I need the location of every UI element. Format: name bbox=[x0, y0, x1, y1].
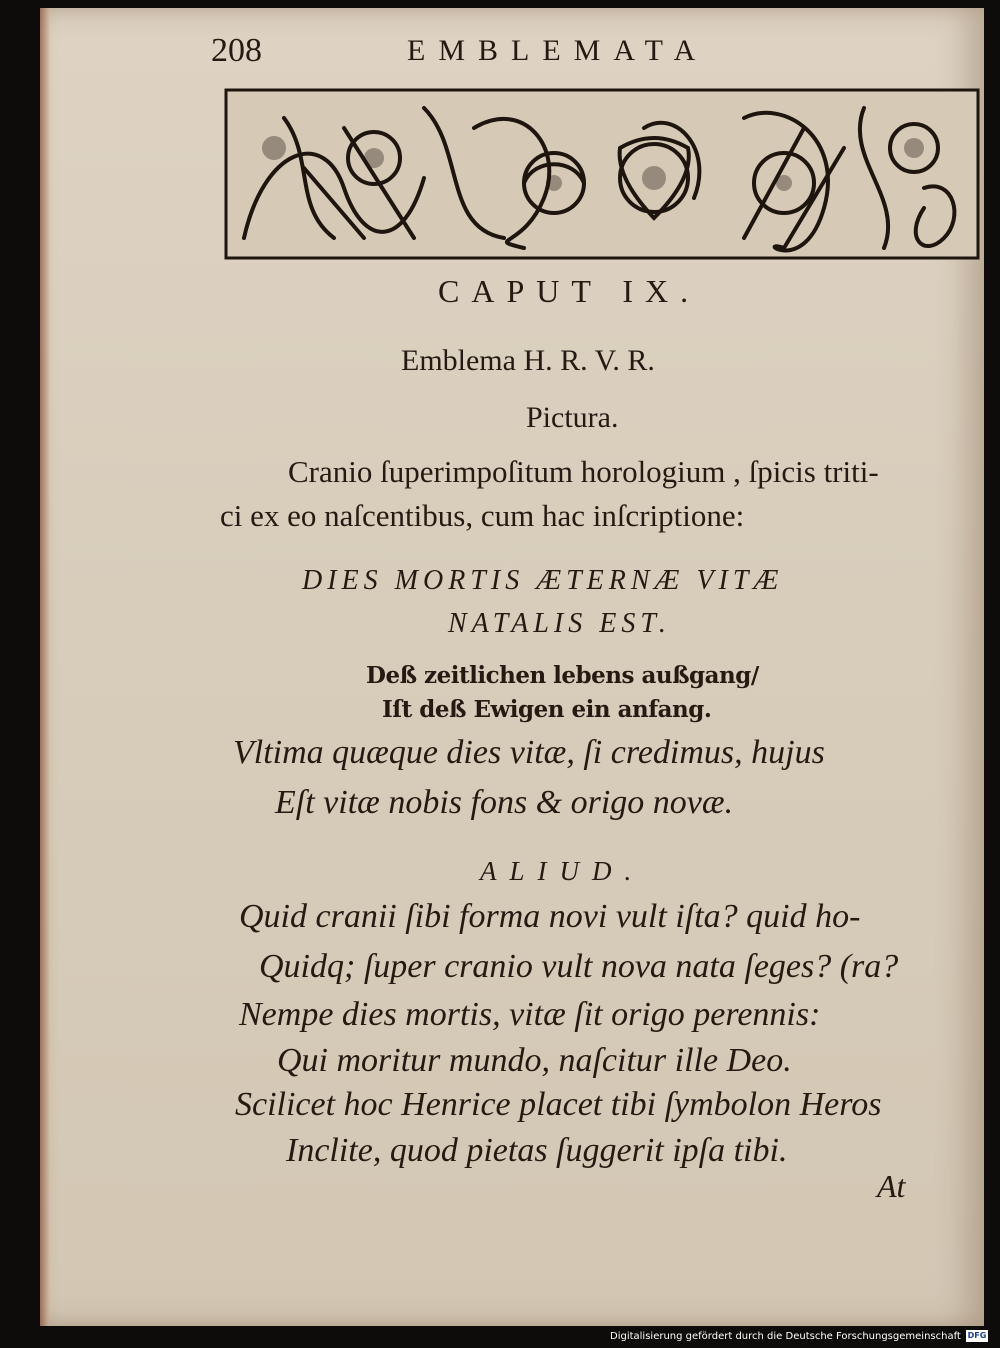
dfg-logo-icon: DFG bbox=[967, 1331, 987, 1340]
aliud-heading: ALIUD. bbox=[480, 856, 645, 886]
german-verse-line-1: Deß zeitlichen lebens außgang/ bbox=[366, 662, 759, 689]
poem-line-5: Scilicet hoc Henrice placet tibi ſymbolon Heros bbox=[235, 1086, 882, 1123]
motto-line-2: NATALIS EST. bbox=[448, 608, 671, 639]
poem-line-6: Inclite, quod pietas ſuggerit ipſa tibi. bbox=[286, 1132, 788, 1169]
chapter-title: CAPUT IX. bbox=[438, 273, 701, 309]
description-line-1: Cranio ſuperimpoſitum horologium , ſpicis triti- bbox=[288, 454, 879, 489]
page-edge bbox=[40, 8, 50, 1326]
poem-line-2: Quidq; ſuper cranio vult nova nata ſeges? (ra? bbox=[259, 948, 899, 985]
catchword: At bbox=[877, 1168, 906, 1204]
description-line-2: ci ex eo naſcentibus, cum hac inſcriptione: bbox=[220, 498, 745, 533]
motto-line-1: DIES MORTIS ÆTERNÆ VITÆ bbox=[302, 565, 784, 596]
poem-line-3: Nempe dies mortis, vitæ ſit origo perennis: bbox=[239, 996, 821, 1033]
poem-line-1: Quid cranii ſibi forma novi vult iſta? quid ho- bbox=[239, 898, 861, 935]
emblem-title: Emblema H. R. V. R. bbox=[401, 344, 655, 377]
book-page bbox=[40, 8, 984, 1326]
running-title: EMBLEMATA bbox=[407, 34, 709, 67]
poem-line-4: Qui moritur mundo, naſcitur ille Deo. bbox=[277, 1042, 792, 1079]
page-number: 208 bbox=[211, 32, 262, 69]
section-heading: Pictura. bbox=[526, 401, 619, 434]
latin-verse-line-1: Vltima quæque dies vitæ, ſi credimus, hujus bbox=[233, 734, 825, 771]
decorative-headpiece-icon bbox=[224, 88, 980, 260]
german-verse-line-2: Iſt deß Ewigen ein anfang. bbox=[382, 696, 712, 723]
footer-credit: Digitalisierung gefördert durch die Deutsche Forschungsgemeinschaft bbox=[610, 1331, 961, 1342]
latin-verse-line-2: Eſt vitæ nobis fons & origo novæ. bbox=[275, 784, 734, 821]
